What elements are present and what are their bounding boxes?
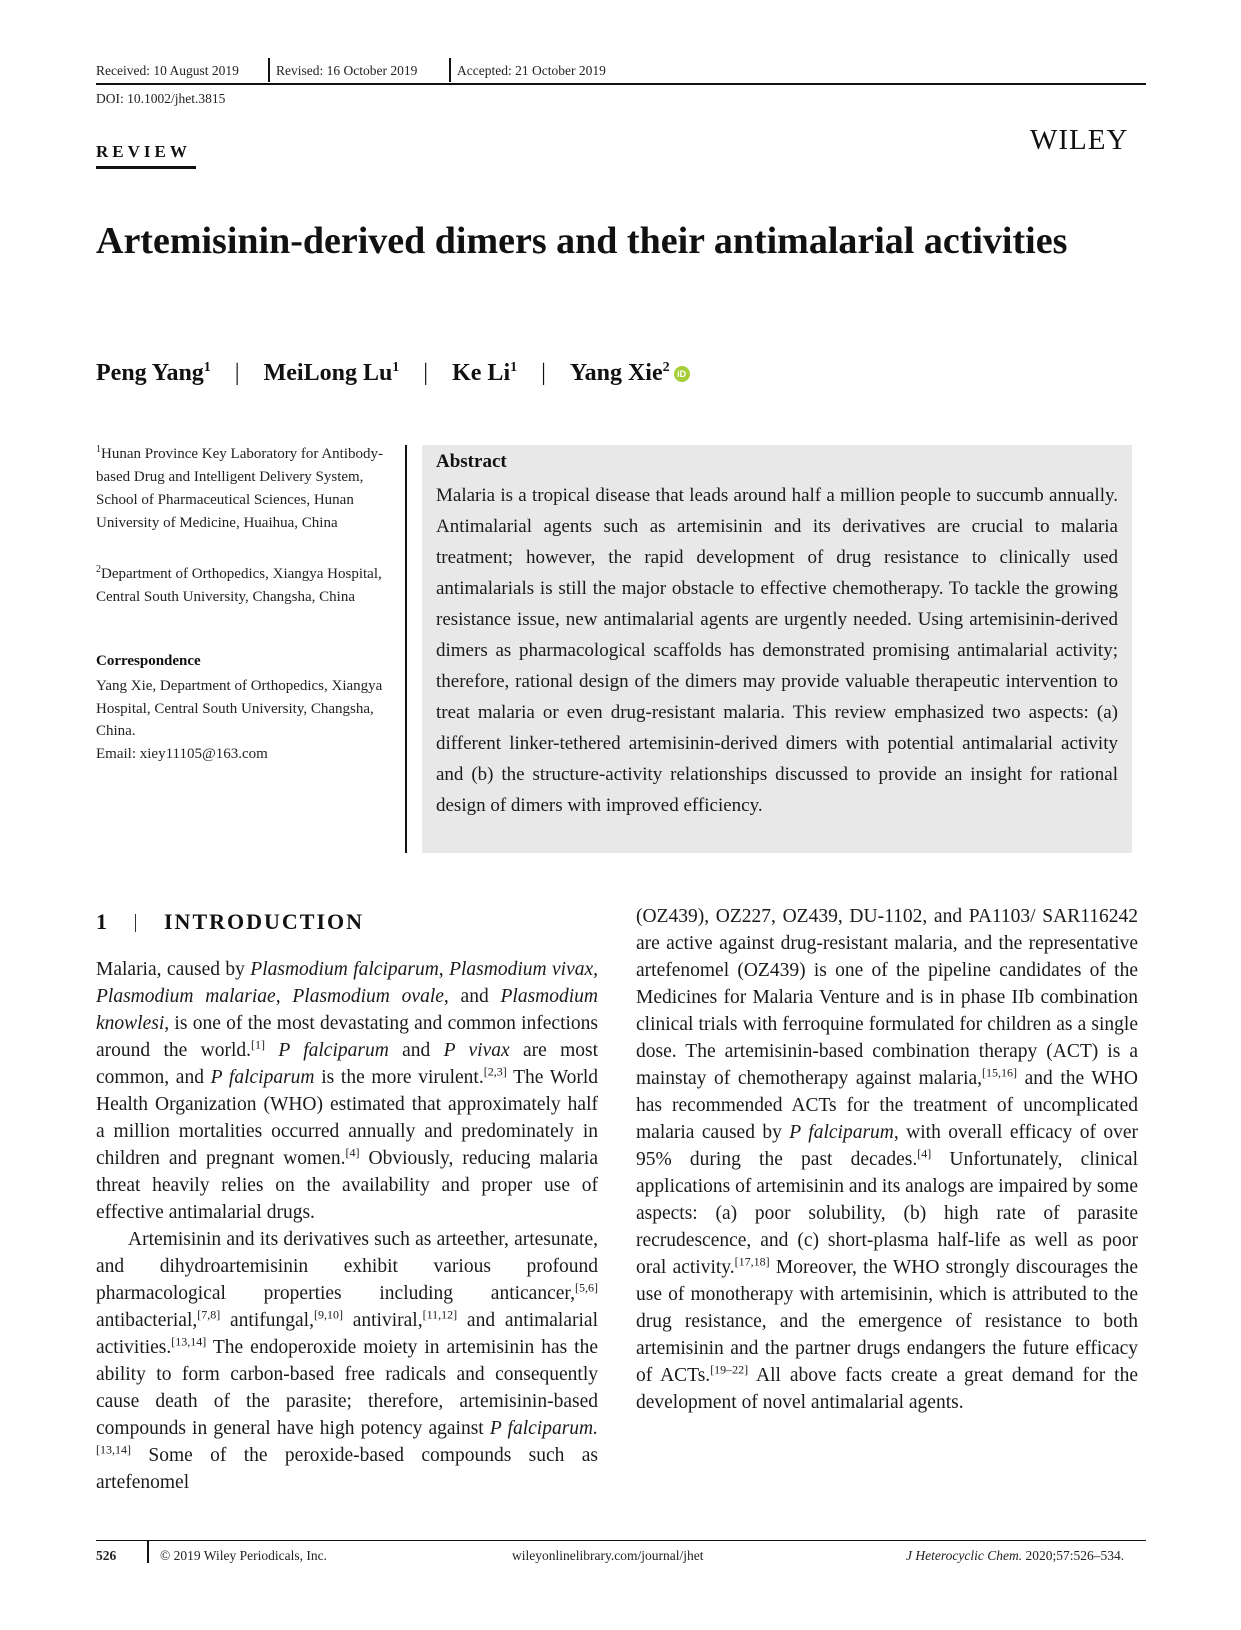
header-rule — [96, 83, 1146, 85]
affiliation-text: Department of Orthopedics, Xiangya Hospital, Central South University, Changsha, China — [96, 566, 382, 605]
affiliation-2 — [96, 558, 386, 609]
footer-divider — [147, 1541, 149, 1563]
affiliation-text: Hunan Province Key Laboratory for Antibody-based Drug and Intelligent Delivery System, School of Pharmaceutical Sciences, Hunan University of Medicine, Huaihua, China — [96, 446, 384, 531]
body-column-left — [96, 956, 598, 1496]
author-list — [96, 360, 690, 387]
affiliation-1 — [96, 438, 386, 535]
author-affiliation-ref: 1 — [392, 360, 400, 375]
affiliation-number: 1 — [96, 444, 101, 455]
citation[interactable]: [7,8] — [197, 1307, 221, 1322]
correspondence-email[interactable]: Email: xiey11105@163.com — [96, 745, 268, 762]
footer-rule — [96, 1540, 1146, 1541]
received-date: Received: 10 August 2019 — [96, 63, 239, 78]
citation[interactable]: [4] — [917, 1146, 932, 1161]
body-paragraph: Artemisinin and its derivatives such as arteether, artesunate, and dihydroartemisinin exhibit various profound pharmacological properties including anticancer,[5,6] antibacterial,[7,8] antifungal,[9,10] antiviral,[11,12] and antimalarial activities.[13,14] The endoperoxide moiety in artemisinin has the ability to form carbon-based free radicals and consequently cause death of the parasite; therefore, artemisinin-based compounds in general have high potency against P falciparum.[13,14] Some of the peroxide-based compounds such as artefenomel — [96, 1229, 598, 1493]
citation[interactable]: [11,12] — [422, 1307, 458, 1322]
author-name[interactable]: Peng Yang — [96, 360, 204, 386]
section-title: INTRODUCTION — [164, 909, 365, 934]
body-paragraph: Malaria, caused by Plasmodium falciparum, Plasmodium vivax, Plasmodium malariae, Plasmodium ovale, and Plasmodium knowlesi, is one of the most devastating and common infections around the world.[1] P falciparum and P vivax are most common, and P falciparum is the more virulent.[2,3] The World Health Organization (WHO) estimated that approximately half a million mortalities occurred annually and predominately in children and pregnant women.[4] Obviously, reducing malaria threat heavily relies on the availability and proper use of effective antimalarial drugs. — [96, 959, 599, 1223]
abstract-divider — [405, 445, 407, 853]
citation[interactable]: [9,10] — [313, 1307, 343, 1322]
author-separator: | — [234, 360, 240, 386]
section-label: REVIEW — [96, 142, 191, 161]
citation[interactable]: [13,14] — [96, 1442, 131, 1457]
header-divider — [268, 58, 270, 82]
citation[interactable]: [15,16] — [982, 1065, 1018, 1080]
orcid-icon[interactable]: iD — [674, 366, 690, 382]
author-name[interactable]: MeiLong Lu — [263, 360, 393, 386]
author-affiliation-ref: 1 — [203, 360, 211, 375]
header-divider — [449, 58, 451, 82]
author-separator: | — [423, 360, 429, 386]
copyright: © 2019 Wiley Periodicals, Inc. — [160, 1548, 327, 1563]
author-name[interactable]: Yang Xie — [569, 360, 663, 386]
section-divider — [135, 914, 136, 932]
author-separator: | — [541, 360, 546, 386]
doi[interactable]: DOI: 10.1002/jhet.3815 — [96, 91, 226, 106]
citation[interactable]: [19–22] — [710, 1362, 749, 1377]
correspondence-heading: Correspondence — [96, 653, 201, 669]
body-paragraph: (OZ439), OZ227, OZ439, DU-1102, and PA1103/ SAR116242 are active against drug-resistant malaria, and the representative artefenomel (OZ439) is one of the pipeline candidates of the Medicines for Malaria Venture and is in phase IIb combination clinical trials with ferroquine formulated for children as a single dose. The artemisinin-based combination therapy (ACT) is a mainstay of chemotherapy against malaria,[15,16] and the WHO has recommended ACTs for the treatment of uncomplicated malaria caused by P falciparum, with overall efficacy of over 95% during the past decades.[4] Unfortunately, clinical applications of artemisinin and its analogs are impaired by some aspects: (a) poor solubility, (b) high rate of parasite recrudescence, and (c) short-plasma half-life as well as poor oral activity.[17,18] Moreover, the WHO strongly discourages the use of monotherapy with artemisinin, which is attributed to the drug resistance, and the emergence of resistance to both artemisinin and the partner drugs endangers the future efficacy of ACTs.[19–22] All above facts create a great demand for the development of novel antimalarial agents. — [636, 906, 1139, 1413]
publisher-logo: WILEY — [1030, 124, 1129, 156]
citation[interactable]: [2,3] — [483, 1064, 507, 1079]
accepted-date: Accepted: 21 October 2019 — [457, 63, 606, 78]
correspondence-text: Yang Xie, Department of Orthopedics, Xiangya Hospital, Central South University, Changsha, China. — [96, 678, 383, 739]
citation[interactable]: [4] — [345, 1145, 360, 1160]
body-column-right — [636, 903, 1138, 1416]
correspondence-block — [96, 675, 396, 765]
citation[interactable]: [5,6] — [575, 1280, 598, 1295]
author-affiliation-ref: 2 — [662, 360, 670, 375]
article-title: Artemisinin-derived dimers and their antimalarial activities — [96, 220, 1068, 262]
section-label-underline — [96, 166, 196, 169]
section-number: 1 — [96, 909, 107, 934]
revised-date: Revised: 16 October 2019 — [276, 63, 418, 78]
page-number: 526 — [96, 1548, 117, 1563]
journal-name: J Heterocyclic Chem. — [906, 1548, 1023, 1563]
citation[interactable]: [1] — [251, 1037, 265, 1052]
citation[interactable]: [13,14] — [171, 1334, 207, 1349]
journal-citation — [906, 1548, 1124, 1564]
author-name[interactable]: Ke Li — [452, 360, 511, 386]
citation[interactable]: [17,18] — [734, 1254, 770, 1269]
citation-volume: 2020;57:526–534. — [1022, 1548, 1125, 1563]
abstract-text: Malaria is a tropical disease that leads around half a million people to succumb annually. Antimalarial agents such as artemisinin and its derivatives are crucial to malaria treatment; however, the rapid development of drug resistance to clinically used antimalarials is still the major obstacle to effective chemotherapy. To tackle the growing resistance issue, new antimalarial agents are urgently needed. Using artemisinin-derived dimers as pharmacological scaffolds has demonstrated promising antimalarial activity; therefore, rational design of the dimers may provide valuable therapeutic intervention to treat malaria or even drug-resistant malaria. This review emphasized two aspects: (a) different linker-tethered artemisinin-derived dimers with potential antimalarial activity and (b) the structure-activity relationships discussed to provide an insight for rational design of dimers with improved efficiency. — [436, 485, 1118, 816]
affiliation-number: 2 — [96, 564, 101, 575]
journal-url[interactable]: wileyonlinelibrary.com/journal/jhet — [512, 1548, 704, 1563]
abstract-heading: Abstract — [436, 451, 507, 472]
author-affiliation-ref: 1 — [510, 360, 518, 375]
